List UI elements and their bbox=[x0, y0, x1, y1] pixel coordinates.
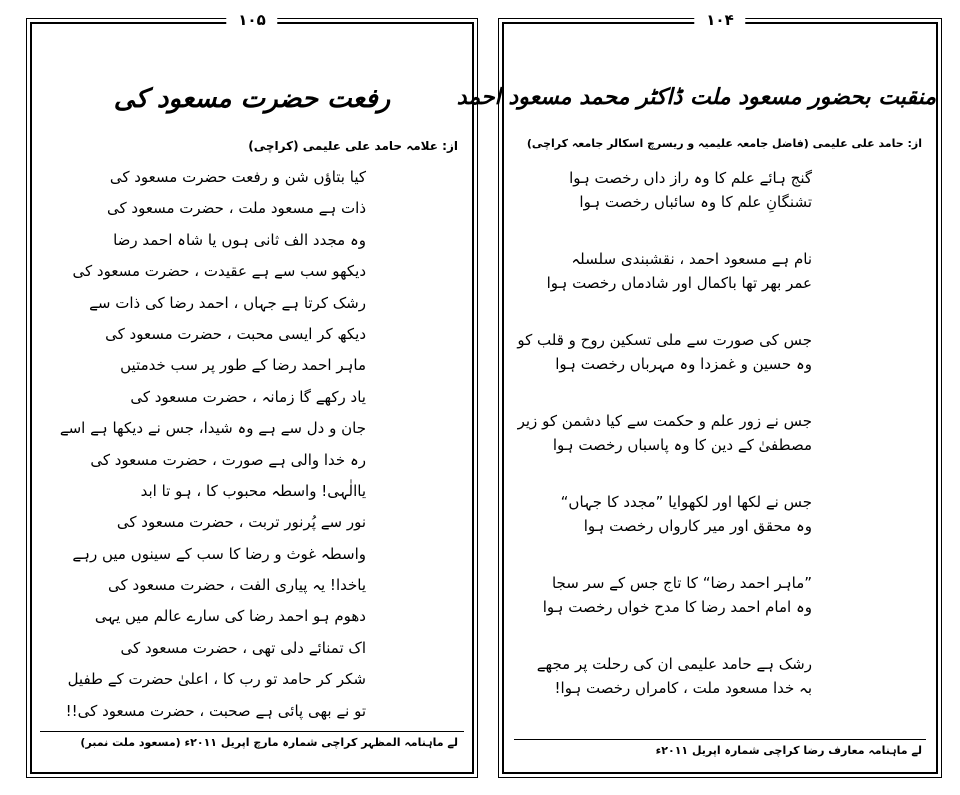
verse-line: جان و دل سے ہے وہ شیدا، جس نے دیکھا ہے اسے bbox=[59, 419, 366, 438]
stanza-line: ”ماہر احمد رضا“ کا تاج جس کے سر سجا bbox=[551, 574, 812, 592]
verse-line: وہ مجدد الف ثانی ہوں یا شاہ احمد رضا bbox=[113, 230, 366, 249]
stanza-line: گنج ہائے علم کا وہ راز داں رخصت ہوا bbox=[569, 169, 812, 187]
stanza-line: بہ خدا مسعود ملت ، کامراں رخصت ہوا! bbox=[554, 679, 812, 697]
right-page-number: ۱۰۴ bbox=[694, 10, 745, 30]
verse-line: اک تمنائے دلی تھی ، حضرت مسعود کی bbox=[120, 638, 366, 657]
verse-line: دھوم ہو احمد رضا کی سارے عالم میں یہی bbox=[94, 607, 366, 626]
verse-line: ذات ہے مسعود ملت ، حضرت مسعود کی bbox=[107, 199, 366, 218]
verse-line: دیکھو سب سے ہے عقیدت ، حضرت مسعود کی bbox=[72, 262, 366, 281]
verse-line: کیا بتاؤں شن و رفعت حضرت مسعود کی bbox=[109, 168, 366, 186]
right-footnote-divider bbox=[514, 739, 926, 740]
right-page bbox=[456, 11, 938, 774]
verse-line: واسطہ غوث و رضا کا سب کے سینوں میں رہے bbox=[72, 544, 366, 563]
left-footnote-divider bbox=[40, 731, 464, 732]
verse-line: دیکھ کر ایسی محبت ، حضرت مسعود کی bbox=[105, 324, 366, 343]
stanza-line: مصطفیٰ کے دین کا وہ پاسباں رخصت ہوا bbox=[552, 436, 812, 454]
verse-line: شکر کر حامد تو رب کا ، اعلیٰ حضرت کے طفیل bbox=[67, 670, 366, 689]
verse-line: یاد رکھے گا زمانہ ، حضرت مسعود کی bbox=[130, 387, 366, 406]
left-poem-verses bbox=[59, 162, 366, 727]
stanza-line: جس کی صورت سے ملی تسکین روح و قلب کو bbox=[517, 331, 812, 349]
stanza-line: وہ امام احمد رضا کا مدح خواں رخصت ہوا bbox=[542, 598, 812, 616]
stanza-line: وہ حسین و غمزدا وہ مہرباں رخصت ہوا bbox=[555, 355, 812, 373]
verse-line: یاخدا! یہ پیاری الفت ، حضرت مسعود کی bbox=[108, 576, 366, 595]
left-page bbox=[30, 11, 474, 774]
right-page-author: از: حامد علی علیمی (فاضل جامعہ علیمیہ و ریسرچ اسکالر جامعہ کراچی) bbox=[526, 137, 922, 150]
stanza-line: جس نے لکھا اور لکھوایا ”مجدد کا جہاں“ bbox=[560, 493, 812, 511]
verse-line: یاالٰہی! واسطہ محبوب کا ، ہو تا ابد bbox=[140, 481, 366, 500]
left-page-footnote: لے ماہنامہ المظہر کراچی شمارہ مارچ اپریل ۲۰۱۱ء (مسعود ملت نمبر) bbox=[80, 736, 458, 749]
verse-line: نور سے پُرنور تربت ، حضرت مسعود کی bbox=[116, 513, 366, 532]
right-page-title: منقبت بحضور مسعود ملت ڈاکٹر محمد مسعود احمد bbox=[456, 84, 936, 110]
stanza-line: رشک ہے حامد علیمی ان کی رحلت پر مجھے bbox=[536, 655, 812, 673]
verse-line: تو نے بھی پائی ہے صحبت ، حضرت مسعود کی!! bbox=[65, 701, 366, 720]
left-page-number: ۱۰۵ bbox=[226, 10, 277, 30]
stanza-line: جس نے زور علم و حکمت سے کیا دشمن کو زیر bbox=[517, 412, 812, 430]
stanza-line: عمر بھر تھا باکمال اور شادماں رخصت ہوا bbox=[546, 274, 812, 292]
left-page-title: رفعت حضرت مسعود کی bbox=[113, 84, 391, 114]
verse-line: رشک کرتا ہے جہاں ، احمد رضا کی ذات سے bbox=[89, 293, 366, 312]
stanza-line: وہ محقق اور میر کارواں رخصت ہوا bbox=[583, 517, 812, 535]
stanza-line: نام ہے مسعود احمد ، نقشبندی سلسلہ bbox=[571, 250, 812, 268]
verse-line: ماہر احمد رضا کے طور پر سب خدمتیں bbox=[120, 356, 366, 375]
right-page-footnote: لے ماہنامہ معارف رضا کراچی شمارہ اپریل ۲۰۱۱ء bbox=[655, 744, 922, 757]
left-page-author: از: علامہ حامد علی علیمی (کراچی) bbox=[248, 139, 458, 153]
stanza-line: تشنگانِ علم کا وہ سائباں رخصت ہوا bbox=[579, 193, 812, 211]
verse-line: رہ خدا والی ہے صورت ، حضرت مسعود کی bbox=[90, 450, 366, 469]
right-poem-verses bbox=[517, 166, 812, 700]
